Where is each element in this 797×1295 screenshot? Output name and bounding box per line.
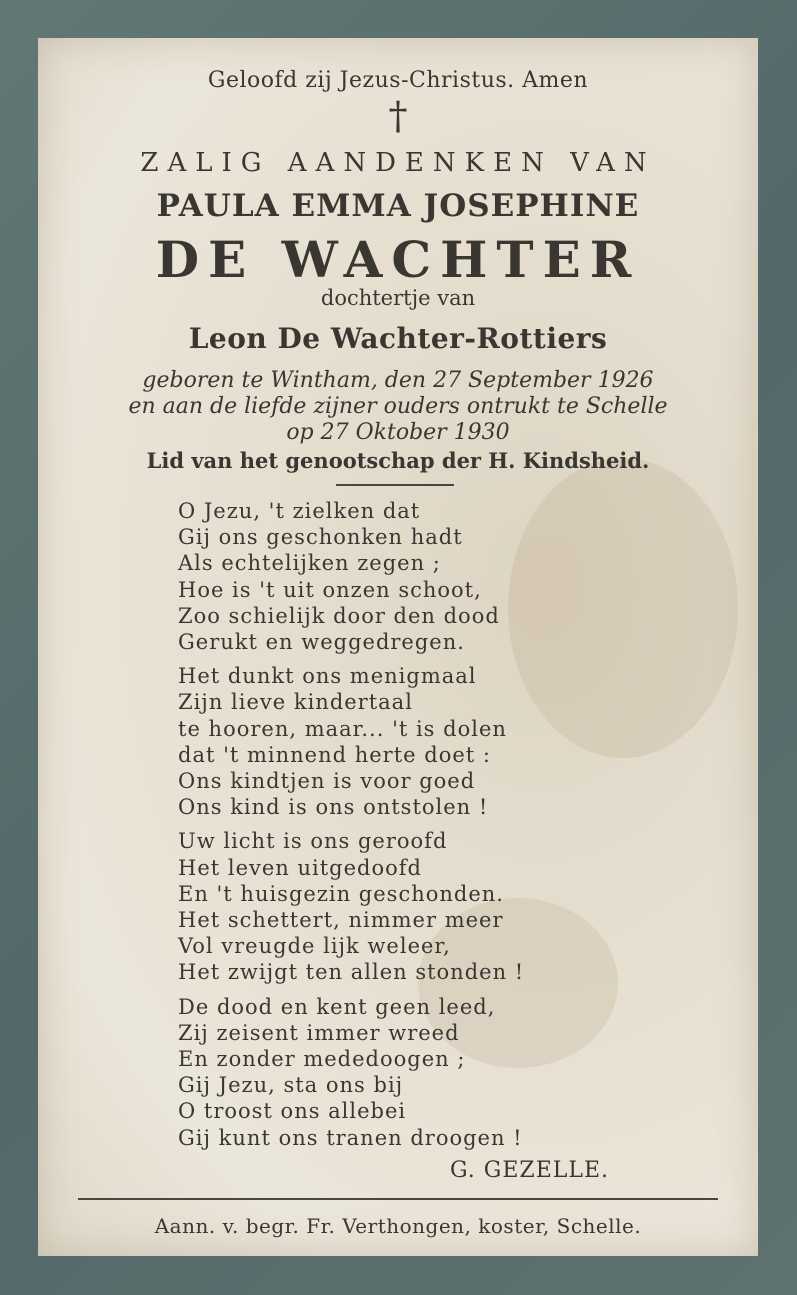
- cross-icon: †: [388, 94, 408, 138]
- deceased-first-names: PAULA EMMA JOSEPHINE: [156, 188, 640, 224]
- poem-line: Zij zeisent immer wreed: [178, 1020, 460, 1045]
- printer-credit: Aann. v. begr. Fr. Verthongen, koster, Schelle.: [154, 1214, 642, 1238]
- poem-line: En 't huisgezin geschonden.: [178, 881, 504, 906]
- poem-line: Ons kind is ons ontstolen !: [178, 795, 489, 820]
- poem-stanza: [178, 994, 718, 1151]
- footer-divider: [78, 1198, 718, 1200]
- parent-name: Leon De Wachter-Rottiers: [188, 322, 608, 355]
- poem-line: Gerukt en weggedregen.: [178, 630, 465, 655]
- poem: [178, 498, 718, 1159]
- death-line: op 27 Oktober 1930: [286, 420, 510, 445]
- poem-line: En zonder mededoogen ;: [178, 1047, 466, 1072]
- poem-line: dat 't minnend herte doet :: [178, 742, 491, 767]
- taken-line: en aan de liefde zijner ouders ontrukt te Schelle: [128, 394, 668, 419]
- poem-line: Het schettert, nimmer meer: [178, 908, 504, 933]
- poem-stanza: [178, 498, 718, 655]
- poem-stanza: [178, 663, 718, 820]
- opening-prayer: Geloofd zij Jezus-Christus. Amen: [207, 68, 589, 93]
- poem-line: te hooren, maar... 't is dolen: [178, 716, 507, 741]
- relation-text: dochtertje van: [320, 286, 476, 310]
- poem-line: Uw licht is ons geroofd: [178, 829, 448, 854]
- birth-line: geboren te Wintham, den 27 September 1926: [142, 368, 654, 393]
- poem-line: Hoe is 't uit onzen schoot,: [178, 577, 482, 602]
- deceased-surname: DE WACHTER: [155, 230, 641, 289]
- poem-line: Ons kindtjen is voor goed: [178, 769, 476, 794]
- poem-line: Het leven uitgedoofd: [178, 855, 422, 880]
- poem-line: Zijn lieve kindertaal: [178, 690, 413, 715]
- divider: [336, 484, 454, 486]
- memorial-heading: ZALIG AANDENKEN VAN: [140, 148, 656, 178]
- poem-line: Het dunkt ons menigmaal: [178, 664, 477, 689]
- poem-line: Vol vreugde lijk weleer,: [178, 934, 451, 959]
- poem-stanza: [178, 828, 718, 985]
- poem-line: Gij Jezu, sta ons bij: [178, 1073, 404, 1098]
- poem-author: G. GEZELLE.: [450, 1158, 610, 1183]
- poem-line: O troost ons allebei: [178, 1099, 407, 1124]
- poem-line: O Jezu, 't zielken dat: [178, 499, 421, 523]
- poem-line: Gij ons geschonken hadt: [178, 525, 463, 550]
- poem-line: Als echtelijken zegen ;: [178, 551, 441, 576]
- membership-line: Lid van het genootschap der H. Kindsheid.: [146, 448, 650, 473]
- memorial-card: [38, 38, 758, 1256]
- poem-line: Het zwijgt ten allen stonden !: [178, 960, 525, 985]
- poem-line: De dood en kent geen leed,: [178, 994, 496, 1019]
- poem-line: Gij kunt ons tranen droogen !: [178, 1125, 523, 1150]
- poem-line: Zoo schielijk door den dood: [178, 603, 500, 628]
